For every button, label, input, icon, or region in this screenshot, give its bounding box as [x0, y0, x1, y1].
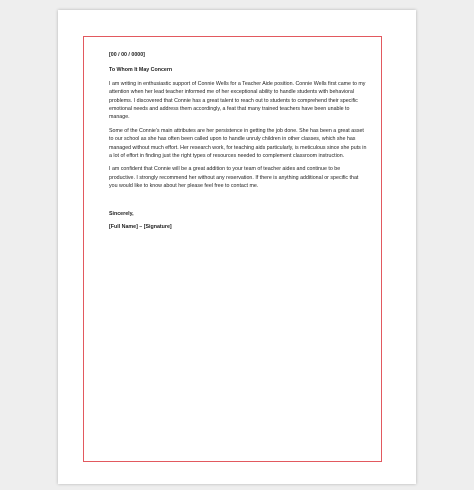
letter-date: [00 / 00 / 0000]	[109, 52, 145, 58]
letter-page	[58, 10, 416, 484]
letter-paragraph-3: I am confident that Connie will be a great addition to your team of teacher aides and continue to be productive. I strongly recommend her without any reservation. If there is anything additional or specific that you would like to know about her please feel free to contact me.	[109, 166, 359, 190]
letter-body	[109, 51, 367, 237]
letter-salutation: To Whom It May Concern	[109, 67, 173, 74]
letter-signature: [Full Name] – [Signature]	[109, 224, 172, 231]
letter-paragraph-1: I am writing in enthusiastic support of Connie Wells for a Teacher Aide position. Connie Wells first came to my attention when her lead teacher informed me of her exceptional ability to handle students with behavioral problems. I discovered that Connie has a great talent to reach out to students to comprehend their specific emotional needs and address them accordingly, a feat that many trained teachers have been unable to manage.	[109, 80, 366, 121]
letter-closing: Sincerely,	[109, 210, 134, 217]
letter-paragraph-2: Some of the Connie’s main attributes are her persistence in getting the job done. She has been a great asset to our school as she has often been called upon to handle unruly children in other classes, which she has managed without much effort. Her research work, for teaching aids particularly, is meticulous since she puts in a lot of effort in finding just the right types of resources needed to complement classroom instruction.	[109, 127, 367, 160]
